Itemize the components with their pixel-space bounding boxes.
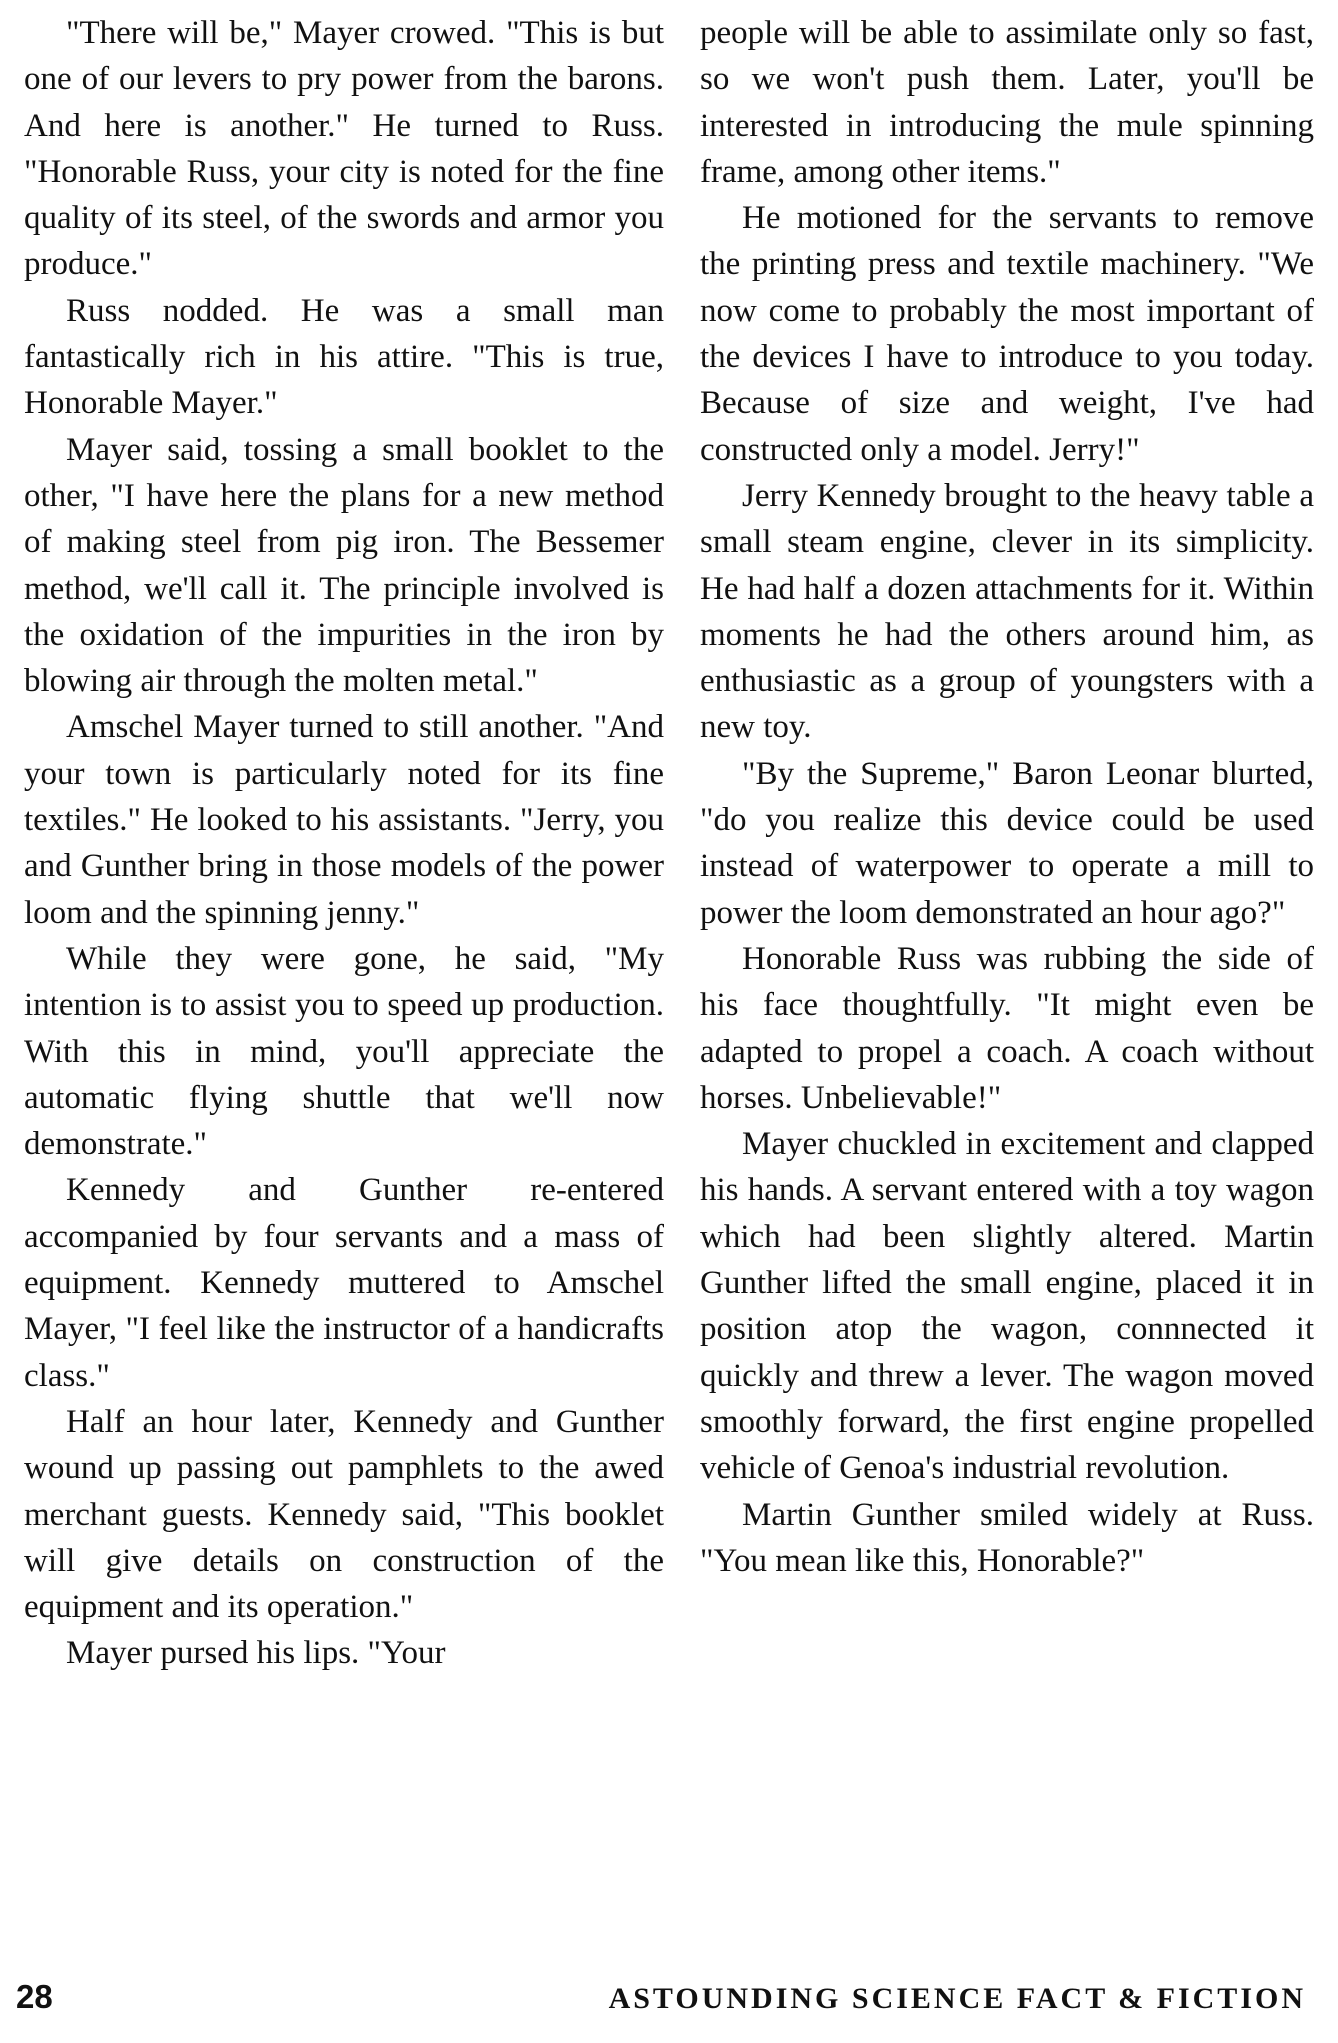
paragraph: Kennedy and Gunther re-entered accompanied by four servants and a mass of equipment. Kennedy muttered to Amschel Mayer, "I feel like the instructor of a handicrafts class." [24,1172,664,1394]
paragraph: Jerry Kennedy brought to the heavy table a small steam engine, clever in its simplicity. He had half a dozen attachments for it. Within moments he had the others around him, as enthusiastic as a group of youngsters with a new toy. [700,477,1314,746]
paragraph: Honorable Russ was rubbing the side of his face thoughtfully. "It might even be adapted to propel a coach. A coach without horses. Unbelievable!" [700,940,1314,1116]
paragraph: He motioned for the servants to remove the printing press and textile machinery. "We now come to probably the most important of the devices I have to introduce to you today. Because of size and weight, I've had constructed only a model. Jerry!" [700,200,1314,468]
paragraph: people will be able to assimilate only so fast, so we won't push them. Later, you'll be interested in introducing the mule spinning frame, among other items." [700,15,1314,190]
paragraph: "By the Supreme," Baron Leonar blurted, "do you realize this device could be used instead of waterpower to operate a mill to power the loom demonstrated an hour ago?" [700,755,1314,931]
paragraph: Half an hour later, Kennedy and Gunther wound up passing out pamphlets to the awed merchant guests. Kennedy said, "This booklet will give details on construction of the equipment and its operation." [24,1403,664,1626]
paragraph: Amschel Mayer turned to still another. "And your town is particularly noted for its fine textiles." He looked to his assistants. "Jerry, you and Gunther bring in those models of the power loom and the spinning jenny." [24,709,664,931]
running-title: ASTOUNDING SCIENCE FACT & FICTION [608,1982,1306,2015]
paragraph: Mayer said, tossing a small booklet to the other, "I have here the plans for a new method of making steel from pig iron. The Bessemer method, we'll call it. The principle involved is the oxidation of the impurities in the iron by blowing air through the molten metal." [24,431,664,700]
paragraph: While they were gone, he said, "My intention is to assist you to speed up production. With this in mind, you'll appreciate the automatic flying shuttle that we'll now demonstrate." [24,940,664,1163]
left-column [24,10,664,1677]
paragraph: Martin Gunther smiled widely at Russ. "You mean like this, Honorable?" [700,1496,1314,1579]
paragraph: Russ nodded. He was a small man fantastically rich in his attire. "This is true, Honorable Mayer." [24,292,664,422]
paragraph: "There will be," Mayer crowed. "This is but one of our levers to pry power from the barons. And here is another." He turned to Russ. "Honorable Russ, your city is noted for the fine quality of its steel, of the swords and armor you produce." [24,15,664,283]
paragraph: Mayer pursed his lips. "Your [66,1635,446,1672]
right-column [700,10,1314,1584]
page-number: 28 [16,1978,53,2015]
page-footer [0,1978,1338,2028]
paragraph: Mayer chuckled in excitement and clapped his hands. A servant entered with a toy wagon which had been slightly altered. Martin Gunther lifted the small engine, placed it in position atop the wagon, connnected it quickly and threw a lever. The wagon moved smoothly forward, the first engine propelled vehicle of Genoa's industrial revolution. [700,1126,1314,1487]
